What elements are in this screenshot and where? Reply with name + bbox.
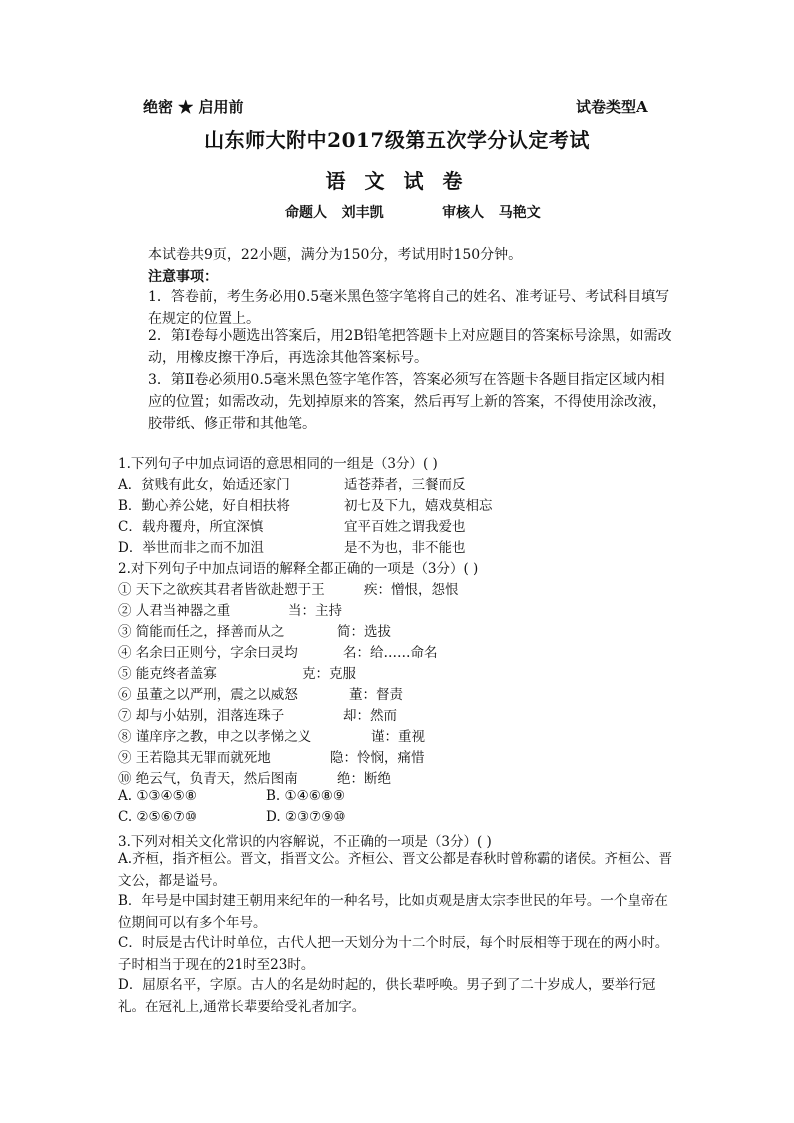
q2-item-gloss: 简：选拔 bbox=[337, 624, 391, 640]
note-item: 1．答卷前，考生务必用0.5毫米黑色签字笔将自己的姓名、准考证号、考试科目填写在规定的位置上。 bbox=[148, 289, 670, 327]
q2-option-b: B. ①④⑥⑧⑨ bbox=[266, 788, 346, 804]
q1-option-b: B．勤心养公姥，好自相扶将 bbox=[118, 498, 290, 514]
paper-type: 试卷类型A bbox=[576, 98, 648, 116]
q2-item: ② 人君当神器之重 bbox=[118, 603, 231, 619]
q1-option-c-right: 宜平百姓之谓我爱也 bbox=[344, 519, 466, 535]
q3-option-c: C．时辰是古代计时单位，古代人把一天划分为十二个时辰，每个时辰相等于现在的两小时。子时相当于现在的21时至23时。 bbox=[118, 935, 669, 973]
q2-item: ④ 名余曰正则兮，字余曰灵均 bbox=[118, 645, 298, 661]
authors-line: 命题人 刘丰凯 审核人 马艳文 bbox=[285, 205, 541, 221]
subject-title: 语 文 试 卷 bbox=[325, 169, 469, 193]
q2-option-a: A. ①③④⑤⑧ bbox=[118, 788, 197, 804]
q3-option-d: D．屈原名平，字原。古人的名是幼时起的，供长辈呼唤。男子到了二十岁成人，要举行冠礼。在冠礼上,通常长辈要给受礼者加字。 bbox=[118, 977, 656, 1015]
q3-option-a: A.齐桓，指齐桓公。晋文，指晋文公。齐桓公、晋文公都是春秋时曾称霸的诸侯。齐桓公、晋文公，都是谥号。 bbox=[118, 851, 673, 889]
q1-option-a: A．贫贱有此女，始适还家门 bbox=[118, 477, 290, 493]
q2-item-gloss: 当：主持 bbox=[288, 603, 342, 619]
q2-item: ⑥ 虽董之以严刑，震之以威怒 bbox=[118, 687, 298, 703]
q2-item-gloss: 疾：憎恨，怨恨 bbox=[364, 582, 459, 598]
q2-item: ① 天下之欲疾其君者皆欲赴愬于王 bbox=[118, 582, 325, 598]
notes-heading: 注意事项： bbox=[148, 269, 218, 285]
q2-item-gloss: 谨：重视 bbox=[371, 729, 425, 745]
q2-item-gloss: 却：然而 bbox=[343, 708, 397, 724]
q2-item-gloss: 董：督责 bbox=[349, 687, 403, 703]
intro-text: 本试卷共9页，22小题，满分为150分，考试用时150分钟。 bbox=[148, 247, 523, 263]
note-item: 3．第Ⅱ卷必须用0.5毫米黑色签字笔作答，答案必须写在答题卡各题目指定区域内相应的位置；如需改动，先划掉原来的答案，然后再写上新的答案，不得使用涂改液，胶带纸、修正带和其他笔。 bbox=[148, 372, 666, 432]
q3-stem: 3.下列对相关文化常识的内容解说，不正确的一项是（3分）( ) bbox=[118, 834, 492, 850]
q2-item: ⑤ 能克终者盖寡 bbox=[118, 666, 217, 682]
q2-item: ⑨ 王若隐其无罪而就死地 bbox=[118, 750, 271, 766]
q2-item-gloss: 克：克服 bbox=[302, 666, 356, 682]
q1-stem: 1.下列句子中加点词语的意思相同的一组是（3分）( ) bbox=[118, 456, 438, 472]
q3-option-b: B．年号是中国封建王朝用来纪年的一种名号，比如贞观是唐太宗李世民的年号。一个皇帝在位期间可以有多个年号。 bbox=[118, 893, 668, 931]
note-item: 2．第Ⅰ卷每小题选出答案后，用2B铅笔把答题卡上对应题目的答案标号涂黑，如需改动，用橡皮擦干净后，再选涂其他答案标号。 bbox=[148, 328, 672, 366]
q2-stem: 2.对下列句子中加点词语的解释全都正确的一项是（3分）( ) bbox=[118, 561, 479, 577]
q2-item-gloss: 隐：怜悯，痛惜 bbox=[330, 750, 425, 766]
q2-option-c: C. ②⑤⑥⑦⑩ bbox=[118, 809, 197, 825]
confidential-mark: 绝密 ★ 启用前 bbox=[143, 98, 244, 116]
q1-option-d: D．举世而非之而不加沮 bbox=[118, 540, 264, 556]
q2-item: ⑧ 谨庠序之教，申之以孝悌之义 bbox=[118, 729, 312, 745]
exam-title: 山东师大附中2017级第五次学分认定考试 bbox=[204, 128, 590, 152]
q2-item-gloss: 名：给……命名 bbox=[343, 645, 438, 661]
q2-item-gloss: 绝：断绝 bbox=[337, 771, 391, 787]
q2-option-d: D. ②③⑦⑨⑩ bbox=[266, 809, 346, 825]
q1-option-a-right: 适苍莽者，三餐而反 bbox=[344, 477, 466, 493]
q2-item: ⑦ 却与小姑别，泪落连珠子 bbox=[118, 708, 285, 724]
q2-item: ⑩ 绝云气，负青天，然后图南 bbox=[118, 771, 298, 787]
q2-item: ③ 简能而任之，择善而从之 bbox=[118, 624, 285, 640]
q1-option-b-right: 初七及下九，嬉戏莫相忘 bbox=[344, 498, 493, 514]
q1-option-d-right: 是不为也，非不能也 bbox=[344, 540, 466, 556]
q1-option-c: C．载舟覆舟，所宜深慎 bbox=[118, 519, 264, 535]
